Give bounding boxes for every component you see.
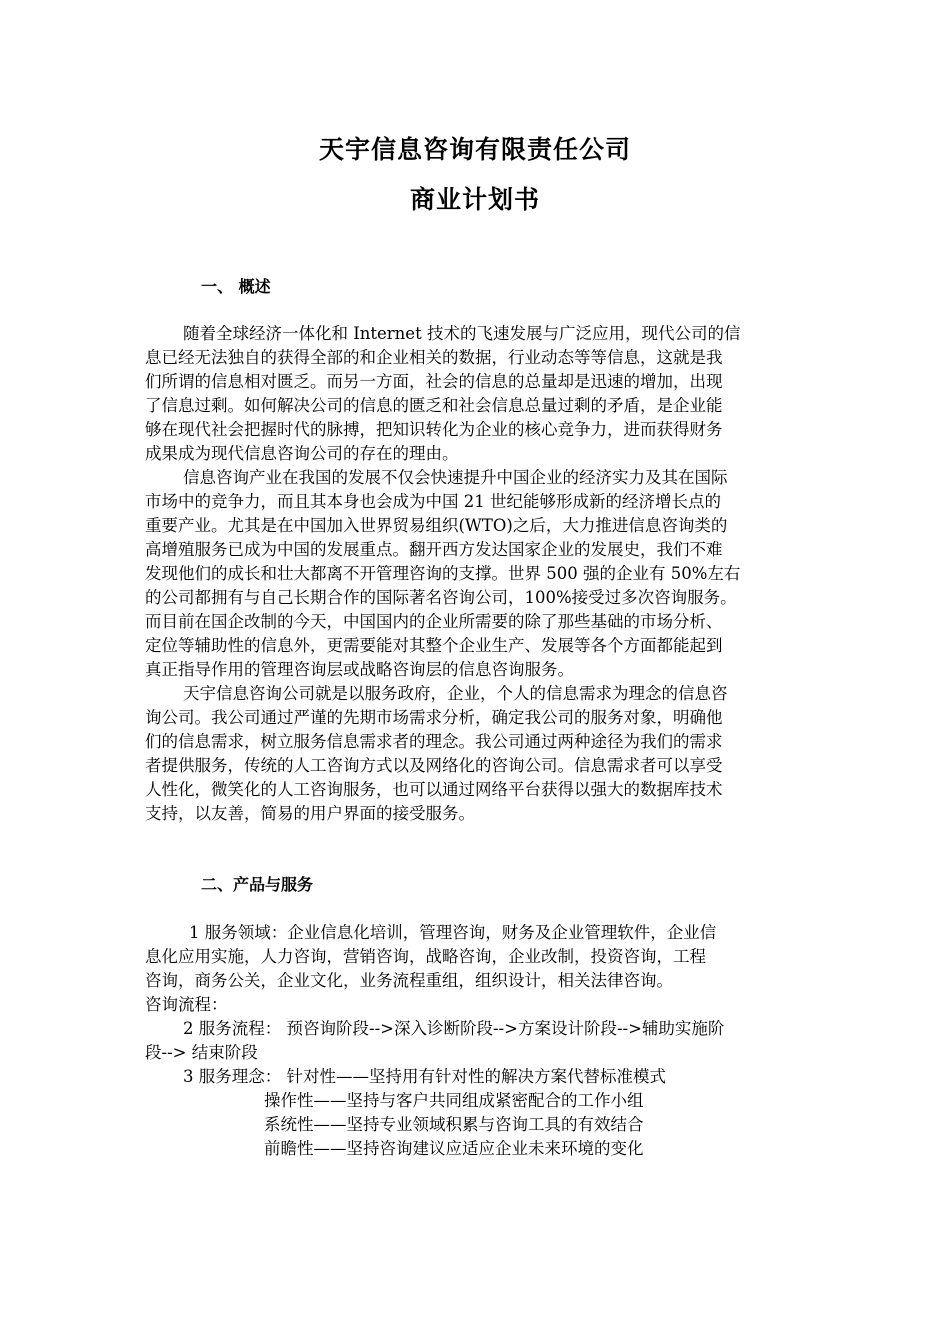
paragraph-line: 市场中的竞争力，而且其本身也会成为中国 21 世纪能够形成新的经济增长点的	[145, 492, 721, 511]
paragraph-line: 支持，以友善，简易的用户界面的接受服务。	[145, 804, 475, 823]
paragraph-line: 3 服务理念： 针对性——坚持用有针对性的解决方案代替标准模式	[183, 1067, 666, 1086]
paragraph-line: 前瞻性——坚持咨询建议应适应企业未来环境的变化	[264, 1139, 644, 1158]
paragraph-line: 息化应用实施，人力咨询，营销咨询，战略咨询，企业改制，投资咨询，工程	[145, 947, 706, 966]
paragraph-line: 够在现代社会把握时代的脉搏，把知识转化为企业的核心竞争力，进而获得财务	[145, 420, 723, 439]
paragraph-line: 咨询，商务公关，企业文化，业务流程重组，组织设计，相关法律咨询。	[145, 971, 673, 990]
paragraph-line: 随着全球经济一体化和 Internet 技术的飞速发展与广泛应用，现代公司的信	[183, 324, 741, 343]
paragraph-line: 询公司。我公司通过严谨的先期市场需求分析，确定我公司的服务对象，明确他	[145, 708, 723, 727]
document-subtitle: 商业计划书	[409, 185, 540, 214]
paragraph-line: 人性化，微笑化的人工咨询服务，也可以通过网络平台获得以强大的数据库技术	[145, 780, 723, 799]
paragraph-line: 1 服务领域：企业信息化培训，管理咨询，财务及企业管理软件，企业信	[189, 923, 717, 942]
paragraph-line: 发现他们的成长和壮大都离不开管理咨询的支撑。世界 500 强的企业有 50%左右	[145, 564, 741, 583]
paragraph-line: 2 服务流程： 预咨询阶段-->深入诊断阶段-->方案设计阶段-->辅助实施阶	[183, 1019, 725, 1038]
paragraph-line: 成果成为现代信息咨询公司的存在的理由。	[145, 444, 459, 463]
paragraph-line: 而目前在国企改制的今天，中国国内的企业所需要的除了那些基础的市场分析、	[145, 612, 723, 631]
paragraph-line: 息已经无法独自的获得全部的和企业相关的数据，行业动态等等信息，这就是我	[145, 348, 723, 367]
paragraph-line: 真正指导作用的管理咨询层或战略咨询层的信息咨询服务。	[145, 660, 574, 679]
paragraph-line: 重要产业。尤其是在中国加入世界贸易组织(WTO)之后，大力推进信息咨询类的	[145, 516, 728, 535]
section-heading-products-services: 二、产品与服务	[201, 875, 314, 894]
paragraph-line: 段--> 结束阶段	[145, 1043, 258, 1062]
paragraph-line: 操作性——坚持与客户共同组成紧密配合的工作小组	[264, 1091, 644, 1110]
paragraph-line: 了信息过剩。如何解决公司的信息的匮乏和社会信息总量过剩的矛盾，是企业能	[145, 396, 723, 415]
paragraph-line: 信息咨询产业在我国的发展不仅会快速提升中国企业的经济实力及其在国际	[183, 468, 728, 487]
paragraph-line: 者提供服务，传统的人工咨询方式以及网络化的咨询公司。信息需求者可以享受	[145, 756, 723, 775]
paragraph-line: 定位等辅助性的信息外，更需要能对其整个企业生产、发展等各个方面都能起到	[145, 636, 723, 655]
paragraph-line: 们所谓的信息相对匮乏。而另一方面，社会的信息的总量却是迅速的增加，出现	[145, 372, 723, 391]
paragraph-line: 们的信息需求，树立服务信息需求者的理念。我公司通过两种途径为我们的需求	[145, 732, 723, 751]
paragraph-line: 系统性——坚持专业领域积累与咨询工具的有效结合	[264, 1115, 644, 1134]
paragraph-line: 天宇信息咨询公司就是以服务政府，企业，个人的信息需求为理念的信息咨	[183, 684, 728, 703]
paragraph-line: 的公司都拥有与自己长期合作的国际著名咨询公司，100%接受过多次咨询服务。	[145, 588, 737, 607]
section-heading-overview: 一、 概述	[201, 277, 271, 296]
paragraph-line: 高增殖服务已成为中国的发展重点。翻开西方发达国家企业的发展史，我们不难	[145, 540, 723, 559]
document-title: 天宇信息咨询有限责任公司	[318, 135, 631, 164]
paragraph-line: 咨询流程：	[145, 995, 228, 1014]
